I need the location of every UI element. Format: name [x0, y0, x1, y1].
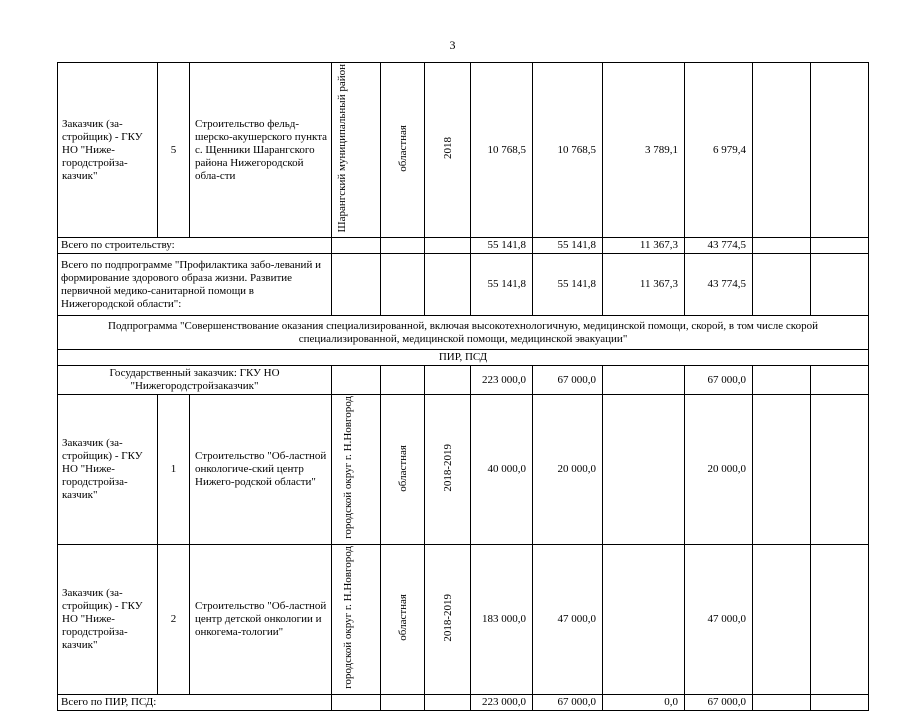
value-cell	[603, 545, 685, 695]
value-cell: 55 141,8	[471, 238, 533, 254]
customer-cell: Заказчик (за-стройщик) - ГКУ НО "Ниже-городстройза-казчик"	[58, 63, 158, 238]
object-number: 2	[158, 545, 190, 695]
value-cell	[603, 395, 685, 545]
value-cell: 10 768,5	[533, 63, 603, 238]
value-cell: 183 000,0	[471, 545, 533, 695]
table-row	[58, 545, 869, 695]
empty-cell	[332, 254, 381, 316]
total-construction-label: Всего по строительству:	[58, 238, 332, 254]
section-title: ПИР, ПСД	[58, 350, 869, 366]
empty-cell	[332, 238, 381, 254]
budget-cell: областная	[396, 444, 409, 492]
customer-cell: Заказчик (за-стройщик) - ГКУ НО "Ниже-городстройза-казчик"	[58, 545, 158, 695]
empty-cell	[381, 366, 425, 395]
empty-cell	[811, 395, 869, 545]
empty-cell	[753, 254, 811, 316]
empty-cell	[332, 366, 381, 395]
budget-cell: областная	[396, 124, 409, 172]
total-pir-label: Всего по ПИР, ПСД:	[58, 695, 332, 711]
table-row	[58, 63, 869, 238]
empty-cell	[425, 366, 471, 395]
district-cell: городской округ г. Н.Новгород	[342, 396, 354, 540]
gov-customer-label: Государственный заказчик: ГКУ НО "Нижегородстройзаказчик"	[58, 366, 332, 395]
value-cell: 223 000,0	[471, 366, 533, 395]
empty-cell	[753, 238, 811, 254]
value-cell: 55 141,8	[533, 238, 603, 254]
period-cell: 2018	[441, 137, 454, 160]
object-name: Строительство "Об-ластной центр детской онкологии и онкогема-тологии"	[190, 545, 332, 695]
period-cell: 2018-2019	[441, 593, 454, 642]
subprogram-title: Подпрограмма "Совершенствование оказания специализированной, включая высокотехнологичную, медицинской помощи, скорой, в том числе скорой специализированной, медицинской помощи, медицинской эвакуации"	[58, 316, 869, 350]
empty-cell	[753, 366, 811, 395]
value-cell: 0,0	[603, 695, 685, 711]
value-cell: 40 000,0	[471, 395, 533, 545]
page-number: 3	[449, 38, 456, 52]
table-row	[58, 254, 869, 316]
table-row	[58, 366, 869, 395]
value-cell: 223 000,0	[471, 695, 533, 711]
empty-cell	[381, 695, 425, 711]
value-cell: 20 000,0	[685, 395, 753, 545]
district-cell: Шарангский муниципальный район	[336, 64, 348, 233]
total-subprogram-label: Всего по подпрограмме "Профилактика забо-леваний и формирование здорового образа жизни. Развитие первичной медико-санитарной помощи в Нижегородской области":	[58, 254, 332, 316]
object-name: Строительство "Об-ластной онкологиче-ский центр Нижего-родской области"	[190, 395, 332, 545]
empty-cell	[381, 238, 425, 254]
value-cell: 20 000,0	[533, 395, 603, 545]
customer-cell: Заказчик (за-стройщик) - ГКУ НО "Ниже-городстройза-казчик"	[58, 395, 158, 545]
table-row	[58, 238, 869, 254]
table-row	[58, 350, 869, 366]
district-cell: городской округ г. Н.Новгород	[342, 546, 354, 690]
value-cell: 11 367,3	[603, 254, 685, 316]
empty-cell	[425, 254, 471, 316]
empty-cell	[811, 238, 869, 254]
value-cell: 67 000,0	[533, 366, 603, 395]
budget-cell: областная	[396, 594, 409, 642]
value-cell: 43 774,5	[685, 238, 753, 254]
table-row	[58, 695, 869, 711]
period-cell: 2018-2019	[441, 444, 454, 492]
empty-cell	[332, 695, 381, 711]
empty-cell	[811, 545, 869, 695]
empty-cell	[425, 695, 471, 711]
value-cell: 47 000,0	[533, 545, 603, 695]
value-cell: 43 774,5	[685, 254, 753, 316]
value-cell	[603, 366, 685, 395]
table-row	[58, 395, 869, 545]
empty-cell	[425, 238, 471, 254]
object-number: 5	[158, 63, 190, 238]
value-cell: 55 141,8	[471, 254, 533, 316]
empty-cell	[811, 366, 869, 395]
empty-cell	[753, 63, 811, 238]
value-cell: 67 000,0	[533, 695, 603, 711]
value-cell: 6 979,4	[685, 63, 753, 238]
object-name: Строительство фельд-шерско-акушерского пункта с. Щенники Шарангского района Нижегородской обла-сти	[190, 63, 332, 238]
value-cell: 55 141,8	[533, 254, 603, 316]
value-cell: 3 789,1	[603, 63, 685, 238]
empty-cell	[753, 695, 811, 711]
empty-cell	[753, 395, 811, 545]
table-row	[58, 316, 869, 350]
empty-cell	[811, 63, 869, 238]
empty-cell	[381, 254, 425, 316]
empty-cell	[753, 545, 811, 695]
value-cell: 67 000,0	[685, 366, 753, 395]
object-number: 1	[158, 395, 190, 545]
value-cell: 10 768,5	[471, 63, 533, 238]
value-cell: 67 000,0	[685, 695, 753, 711]
program-table	[57, 62, 869, 711]
empty-cell	[811, 254, 869, 316]
value-cell: 11 367,3	[603, 238, 685, 254]
empty-cell	[811, 695, 869, 711]
value-cell: 47 000,0	[685, 545, 753, 695]
